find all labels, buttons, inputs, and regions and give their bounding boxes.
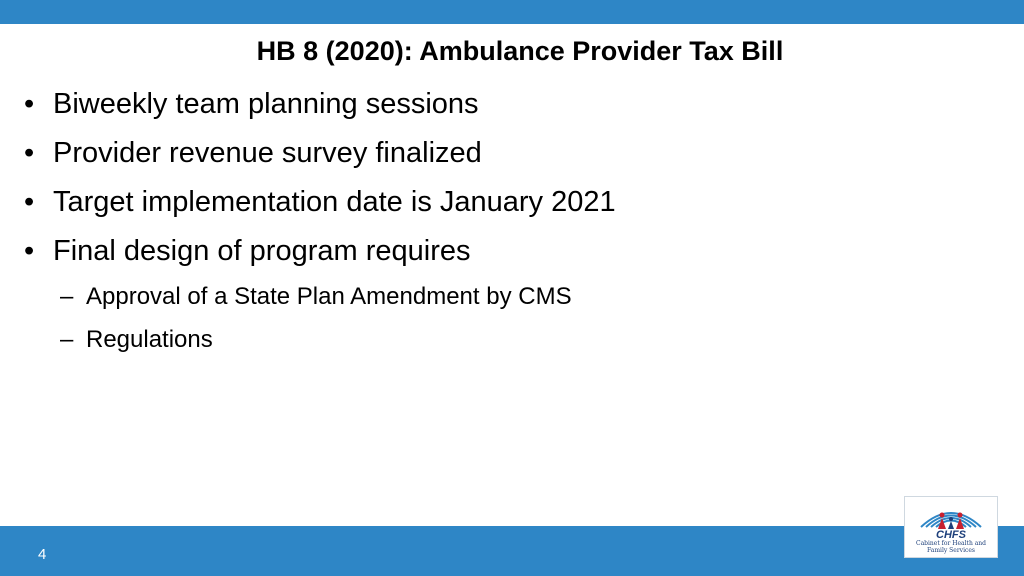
sub-bullet-text: Approval of a State Plan Amendment by CMS xyxy=(86,283,572,310)
logo-name: CHFS xyxy=(936,529,966,541)
bullet-text: Provider revenue survey finalized xyxy=(53,137,482,169)
sub-bullet-item xyxy=(24,280,984,323)
sub-bullet-item xyxy=(24,323,984,366)
bullet-marker: • xyxy=(24,186,35,218)
bullet-item xyxy=(24,133,984,182)
bottom-accent-bar xyxy=(0,526,1024,576)
slide-title: HB 8 (2020): Ambulance Provider Tax Bill xyxy=(256,36,784,66)
top-accent-bar xyxy=(0,0,1024,24)
bullet-text: Final design of program requires xyxy=(53,235,471,267)
bullet-item xyxy=(24,231,984,280)
page-number: 4 xyxy=(38,546,47,563)
bullet-marker: • xyxy=(24,88,35,120)
bullet-item xyxy=(24,84,984,133)
logo-subtitle xyxy=(905,540,997,554)
bullet-text: Target implementation date is January 2021 xyxy=(53,186,616,218)
chfs-sunburst-family-icon xyxy=(915,501,987,531)
sub-bullet-text: Regulations xyxy=(86,326,213,353)
logo-subtitle-line: Cabinet for Health and xyxy=(915,540,986,547)
sub-bullet-marker: – xyxy=(60,283,74,310)
sub-bullet-marker: – xyxy=(60,326,74,353)
bullet-item xyxy=(24,182,984,231)
slide-content xyxy=(24,84,984,366)
bullet-text: Biweekly team planning sessions xyxy=(53,88,479,120)
bullet-marker: • xyxy=(24,235,35,267)
chfs-logo xyxy=(904,496,998,558)
logo-subtitle-line: Family Services xyxy=(927,547,975,554)
bullet-marker: • xyxy=(24,137,35,169)
